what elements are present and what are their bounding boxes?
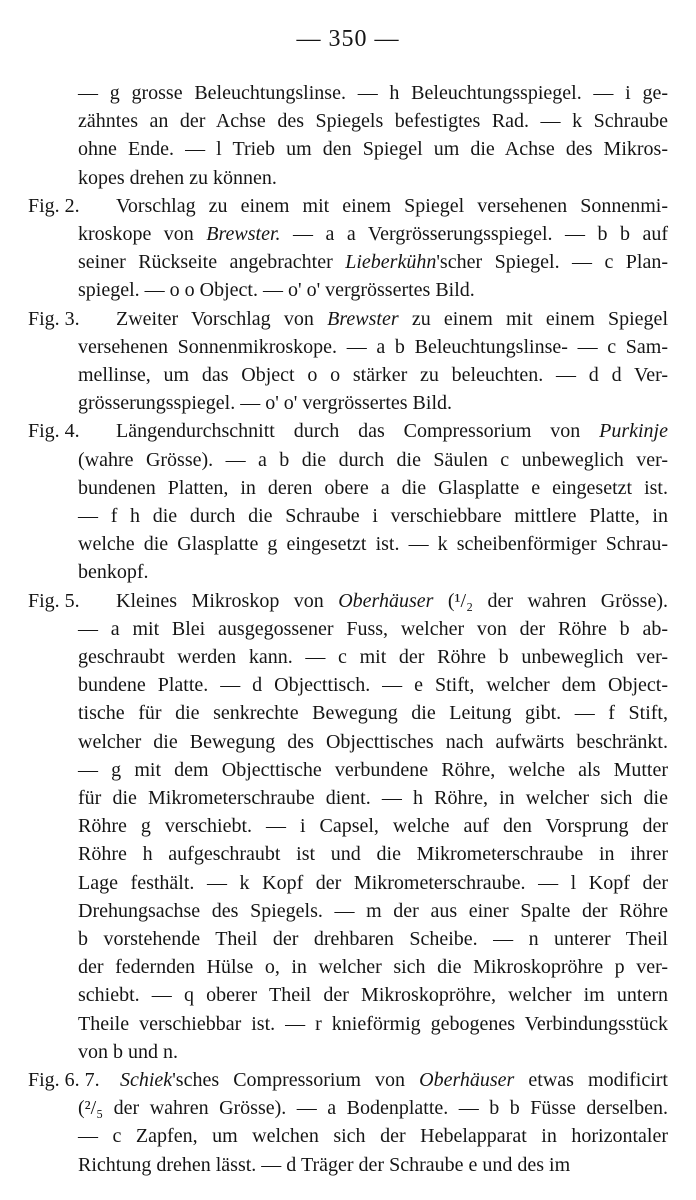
text-run: Lage festhält. — k Kopf der Mikrometerschraube. — l Kopf der	[78, 871, 668, 894]
figure-description-line	[116, 193, 668, 219]
text-run: Theile verschiebbar ist. — r knieförmig gebogenes Verbindungsstück	[78, 1012, 668, 1035]
intro-line: ohne Ende. — l Trieb um den Spiegel um die Achse des Mikros-	[78, 138, 668, 161]
figure-description-line	[78, 1152, 668, 1178]
figure-description-line	[78, 700, 668, 726]
figure-label: Fig. 3.	[28, 307, 80, 330]
text-run: benkopf.	[78, 561, 149, 584]
text-run: — a a Vergrösserungsspiegel. — b b auf	[280, 223, 668, 245]
text-run: Längendurchschnitt durch das Compressorium von	[116, 420, 600, 443]
figure-description-line	[78, 362, 668, 388]
intro-line: kopes drehen zu können.	[78, 166, 277, 189]
text-run: 'sches Compressorium von	[172, 1069, 420, 1091]
figure-description-line	[78, 644, 668, 670]
text-run: (²/₅ der wahren Grösse). — a Bodenplatte. — b b Füsse derselben.	[78, 1097, 668, 1120]
figure-description-line	[78, 559, 668, 585]
italic-name: Oberhäuser	[419, 1069, 515, 1091]
italic-name: Brewster	[327, 307, 399, 330]
figure-label: Fig. 2.	[28, 194, 80, 217]
figure-description-line	[78, 672, 668, 698]
italic-name: Oberhäuser	[338, 589, 434, 612]
figure-description-line	[116, 588, 668, 614]
italic-name: Purkinje	[599, 420, 668, 443]
figure-label: Fig. 6. 7.	[28, 1069, 100, 1091]
italic-name: Schiek	[120, 1069, 173, 1091]
text-run: bundene Platte. — d Objecttisch. — e Stift, welcher dem Object-	[78, 674, 668, 697]
text-run: Röhre h aufgeschraubt ist und die Mikrometerschraube in ihrer	[78, 843, 668, 866]
text-run: — f h die durch die Schraube i verschiebbare mittlere Platte, in	[78, 505, 668, 527]
intro-line: zähntes an der Achse des Spiegels befestigtes Rad. — k Schraube	[78, 110, 668, 133]
text-run: mellinse, um das Object o o stärker zu beleuchten. — d d Ver-	[78, 364, 668, 386]
figure-description-line	[78, 616, 668, 642]
figure-description-line	[78, 898, 668, 924]
figure-description-line	[78, 249, 668, 275]
italic-name: Brewster.	[206, 223, 281, 245]
figure-description-line	[78, 926, 668, 952]
text-run: Vorschlag zu einem mit einem Spiegel versehenen Sonnenmi-	[116, 194, 668, 217]
figure-description-line	[78, 954, 668, 980]
text-run: (¹/₂ der wahren Grösse).	[433, 589, 668, 612]
text-run: — c Zapfen, um welchen sich der Hebelapparat in horizontaler	[78, 1125, 668, 1148]
figure-description-line	[78, 813, 668, 839]
text-run: welcher die Bewegung des Objecttisches nach aufwärts beschränkt.	[78, 730, 668, 753]
text-run: Richtung drehen lässt. — d Träger der Schraube e und des im	[78, 1153, 571, 1176]
text-run: zu einem mit einem Spiegel	[398, 307, 668, 330]
figure-description-line	[116, 306, 668, 332]
figure-description-line	[78, 447, 668, 473]
text-run: für die Mikrometerschraube dient. — h Röhre, in welcher sich die	[78, 787, 668, 809]
figure-description-line	[116, 418, 668, 444]
figure-description-line	[78, 785, 668, 811]
text-run: schiebt. — q oberer Theil der Mikroskopröhre, welcher im untern	[78, 984, 668, 1007]
text-run: kroskope von	[78, 223, 207, 245]
figure-description-line	[78, 982, 668, 1008]
text-run: Kleines Mikroskop von	[116, 589, 339, 612]
text-run: etwas modificirt	[514, 1069, 668, 1091]
figure-description-line	[78, 1011, 668, 1037]
figure-description-line	[78, 1039, 668, 1065]
text-run: — a mit Blei ausgegossener Fuss, welcher von der Röhre b ab-	[78, 617, 668, 640]
text-run: Drehungsachse des Spiegels. — m der aus einer Spalte der Röhre	[78, 899, 668, 922]
text-run: — g mit dem Objecttische verbundene Röhre, welche als Mutter	[78, 758, 668, 781]
text-run: b vorstehende Theil der drehbaren Scheibe. — n unterer Theil	[78, 928, 668, 950]
figure-description-line	[78, 390, 668, 416]
figure-description-line	[78, 1123, 668, 1149]
figure-description-line	[78, 729, 668, 755]
text-run: spiegel. — o o Object. — o' o' vergrössertes Bild.	[78, 279, 475, 302]
text-run: grösserungsspiegel. — o' o' vergrössertes Bild.	[78, 392, 453, 415]
intro-line: — g grosse Beleuchtungslinse. — h Beleuchtungsspiegel. — i ge-	[78, 82, 668, 104]
figure-description-line	[78, 1095, 668, 1121]
text-run: versehenen Sonnenmikroskope. — a b Beleuchtungslinse- — c Sam-	[78, 335, 668, 358]
figure-description-line	[78, 870, 668, 896]
figure-description-line	[78, 757, 668, 783]
figure-description-line	[78, 841, 668, 867]
figure-label: Fig. 4.	[28, 420, 80, 443]
text-run: 'scher Spiegel. — c Plan-	[436, 251, 668, 274]
figure-description-line	[120, 1067, 668, 1093]
text-run: seiner Rückseite angebrachter	[78, 251, 346, 274]
figure-description-line	[78, 475, 668, 501]
text-run: welche die Glasplatte g eingesetzt ist. — k scheibenförmiger Schrau-	[78, 533, 668, 556]
text-run: geschraubt werden kann. — c mit der Röhre b unbeweglich ver-	[78, 646, 668, 668]
text-run: tische für die senkrechte Bewegung die Leitung gibt. — f Stift,	[78, 702, 668, 725]
figure-description-line	[78, 277, 668, 303]
text-run: (wahre Grösse). — a b die durch die Säulen c unbeweglich ver-	[78, 448, 668, 471]
figure-description-line	[78, 334, 668, 360]
figure-description-line	[78, 531, 668, 557]
figure-label: Fig. 5.	[28, 589, 80, 612]
text-run: bundenen Platten, in deren obere a die Glasplatte e eingesetzt ist.	[78, 476, 668, 499]
figure-description-line	[78, 221, 668, 247]
text-run: von b und n.	[78, 1040, 178, 1063]
figure-description-line	[78, 503, 668, 529]
italic-name: Lieberkühn	[345, 251, 437, 274]
text-run: Zweiter Vorschlag von	[116, 307, 328, 330]
text-run: Röhre g verschiebt. — i Capsel, welche auf den Vorsprung der	[78, 815, 668, 838]
text-run: der federnden Hülse o, in welcher sich die Mikroskopröhre p ver-	[78, 956, 668, 979]
page-number: — 350 —	[296, 26, 400, 52]
